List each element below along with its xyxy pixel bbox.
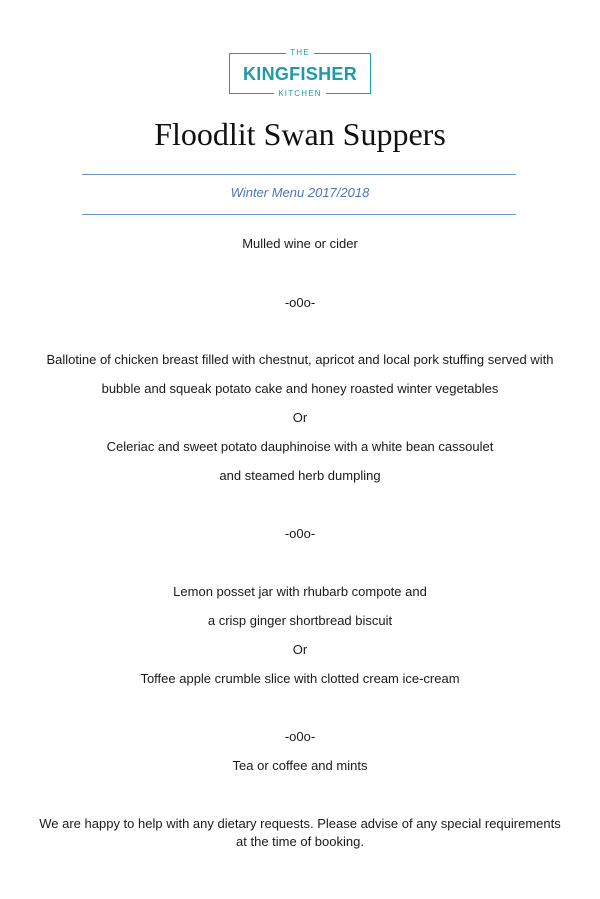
separator-3: -o0o-	[284, 729, 316, 744]
separator-2: -o0o-	[284, 526, 316, 541]
dessert-option-2-line-1: Toffee apple crumble slice with clotted cream ice-cream	[140, 671, 460, 686]
closing-drinks: Tea or coffee and mints	[232, 758, 368, 773]
divider-bottom	[82, 214, 516, 215]
main-option-1-line-2: bubble and squeak potato cake and honey roasted winter vegetables	[101, 381, 499, 396]
main-option-2-line-2: and steamed herb dumpling	[219, 468, 381, 483]
dessert-or: Or	[292, 642, 308, 657]
dietary-note-line-2: at the time of booking.	[236, 834, 364, 849]
separator-1: -o0o-	[284, 295, 316, 310]
menu-title: Floodlit Swan Suppers	[154, 116, 446, 152]
logo-top-text: THE	[286, 48, 314, 57]
logo-bottom-text: KITCHEN	[274, 89, 326, 98]
main-option-2-line-1: Celeriac and sweet potato dauphinoise with a white bean cassoulet	[106, 439, 494, 454]
logo-main-text: KINGFISHER	[242, 64, 357, 84]
main-option-1-line-1: Ballotine of chicken breast filled with chestnut, apricot and local pork stuffing served with	[46, 352, 554, 367]
kingfisher-kitchen-logo	[229, 48, 371, 98]
dessert-option-1-line-2: a crisp ginger shortbread biscuit	[207, 613, 393, 628]
welcome-drink: Mulled wine or cider	[242, 236, 358, 251]
divider-top	[82, 174, 516, 175]
main-or: Or	[292, 410, 308, 425]
dessert-option-1-line-1: Lemon posset jar with rhubarb compote and	[173, 584, 427, 599]
menu-subtitle: Winter Menu 2017/2018	[230, 185, 370, 200]
dietary-note-line-1: We are happy to help with any dietary requests. Please advise of any special requirements	[39, 816, 561, 831]
